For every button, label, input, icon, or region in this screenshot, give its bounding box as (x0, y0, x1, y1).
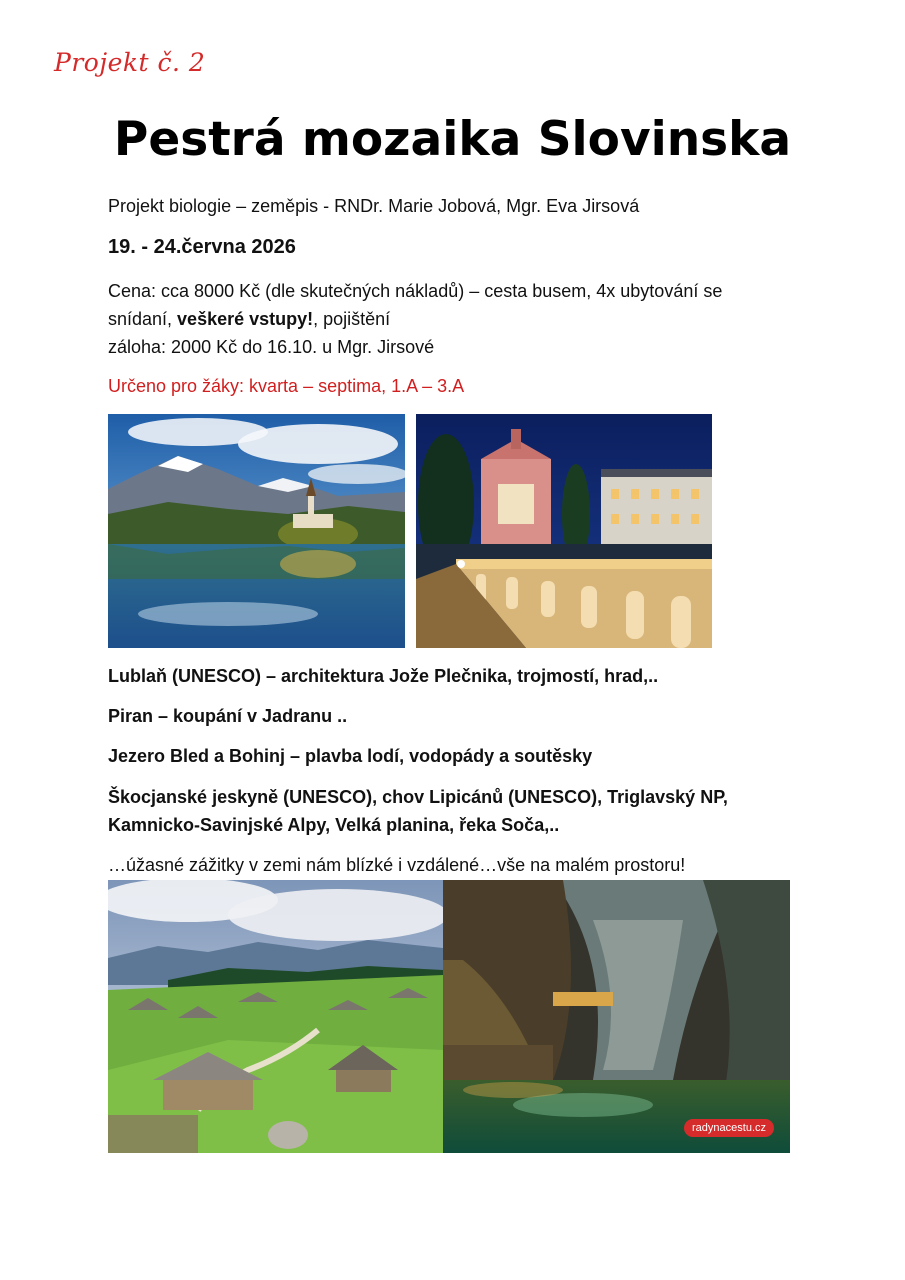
watermark-badge: radynacestu.cz (684, 1119, 774, 1137)
audience-line: Určeno pro žáky: kvarta – septima, 1.A – 3.A (108, 376, 465, 396)
highlight-piran: Piran – koupání v Jadranu .. (108, 706, 348, 726)
price-text: snídaní, (108, 309, 178, 329)
highlight-ljubljana: Lublaň (UNESCO) – architektura Jože Plečnika, trojmostí, hrad,.. (108, 666, 659, 686)
photo-lake-bled (108, 414, 405, 648)
price-line: Cena: cca 8000 Kč (dle skutečných nákladů) – cesta busem, 4x ubytování se (108, 281, 723, 301)
trip-dates: 19. - 24.června 2026 (108, 236, 296, 258)
deposit-line: záloha: 2000 Kč do 16.10. u Mgr. Jirsové (108, 337, 435, 357)
insurance-text: , pojištění (313, 309, 391, 329)
price-line-2 (108, 309, 390, 330)
photo-velika-planina (108, 880, 443, 1153)
subject-line: Projekt biologie – zeměpis - RNDr. Marie Jobová, Mgr. Eva Jirsová (108, 196, 640, 216)
page-title: Pestrá mozaika Slovinska (113, 112, 792, 167)
highlight-alps: Kamnicko-Savinjské Alpy, Velká planina, řeka Soča,.. (108, 815, 560, 835)
photo-cave (443, 880, 790, 1153)
photo-ljubljana (416, 414, 712, 648)
tagline: …úžasné zážitky v zemi nám blízké i vzdálené…vše na malém prostoru! (108, 855, 686, 875)
highlight-caves: Škocjanské jeskyně (UNESCO), chov Lipicánů (UNESCO), Triglavský NP, (108, 787, 728, 807)
entrance-fees-note: veškeré vstupy! (177, 309, 314, 329)
project-label: Projekt č. 2 (54, 48, 206, 77)
highlight-bled: Jezero Bled a Bohinj – plavba lodí, vodopády a soutěsky (108, 746, 593, 766)
